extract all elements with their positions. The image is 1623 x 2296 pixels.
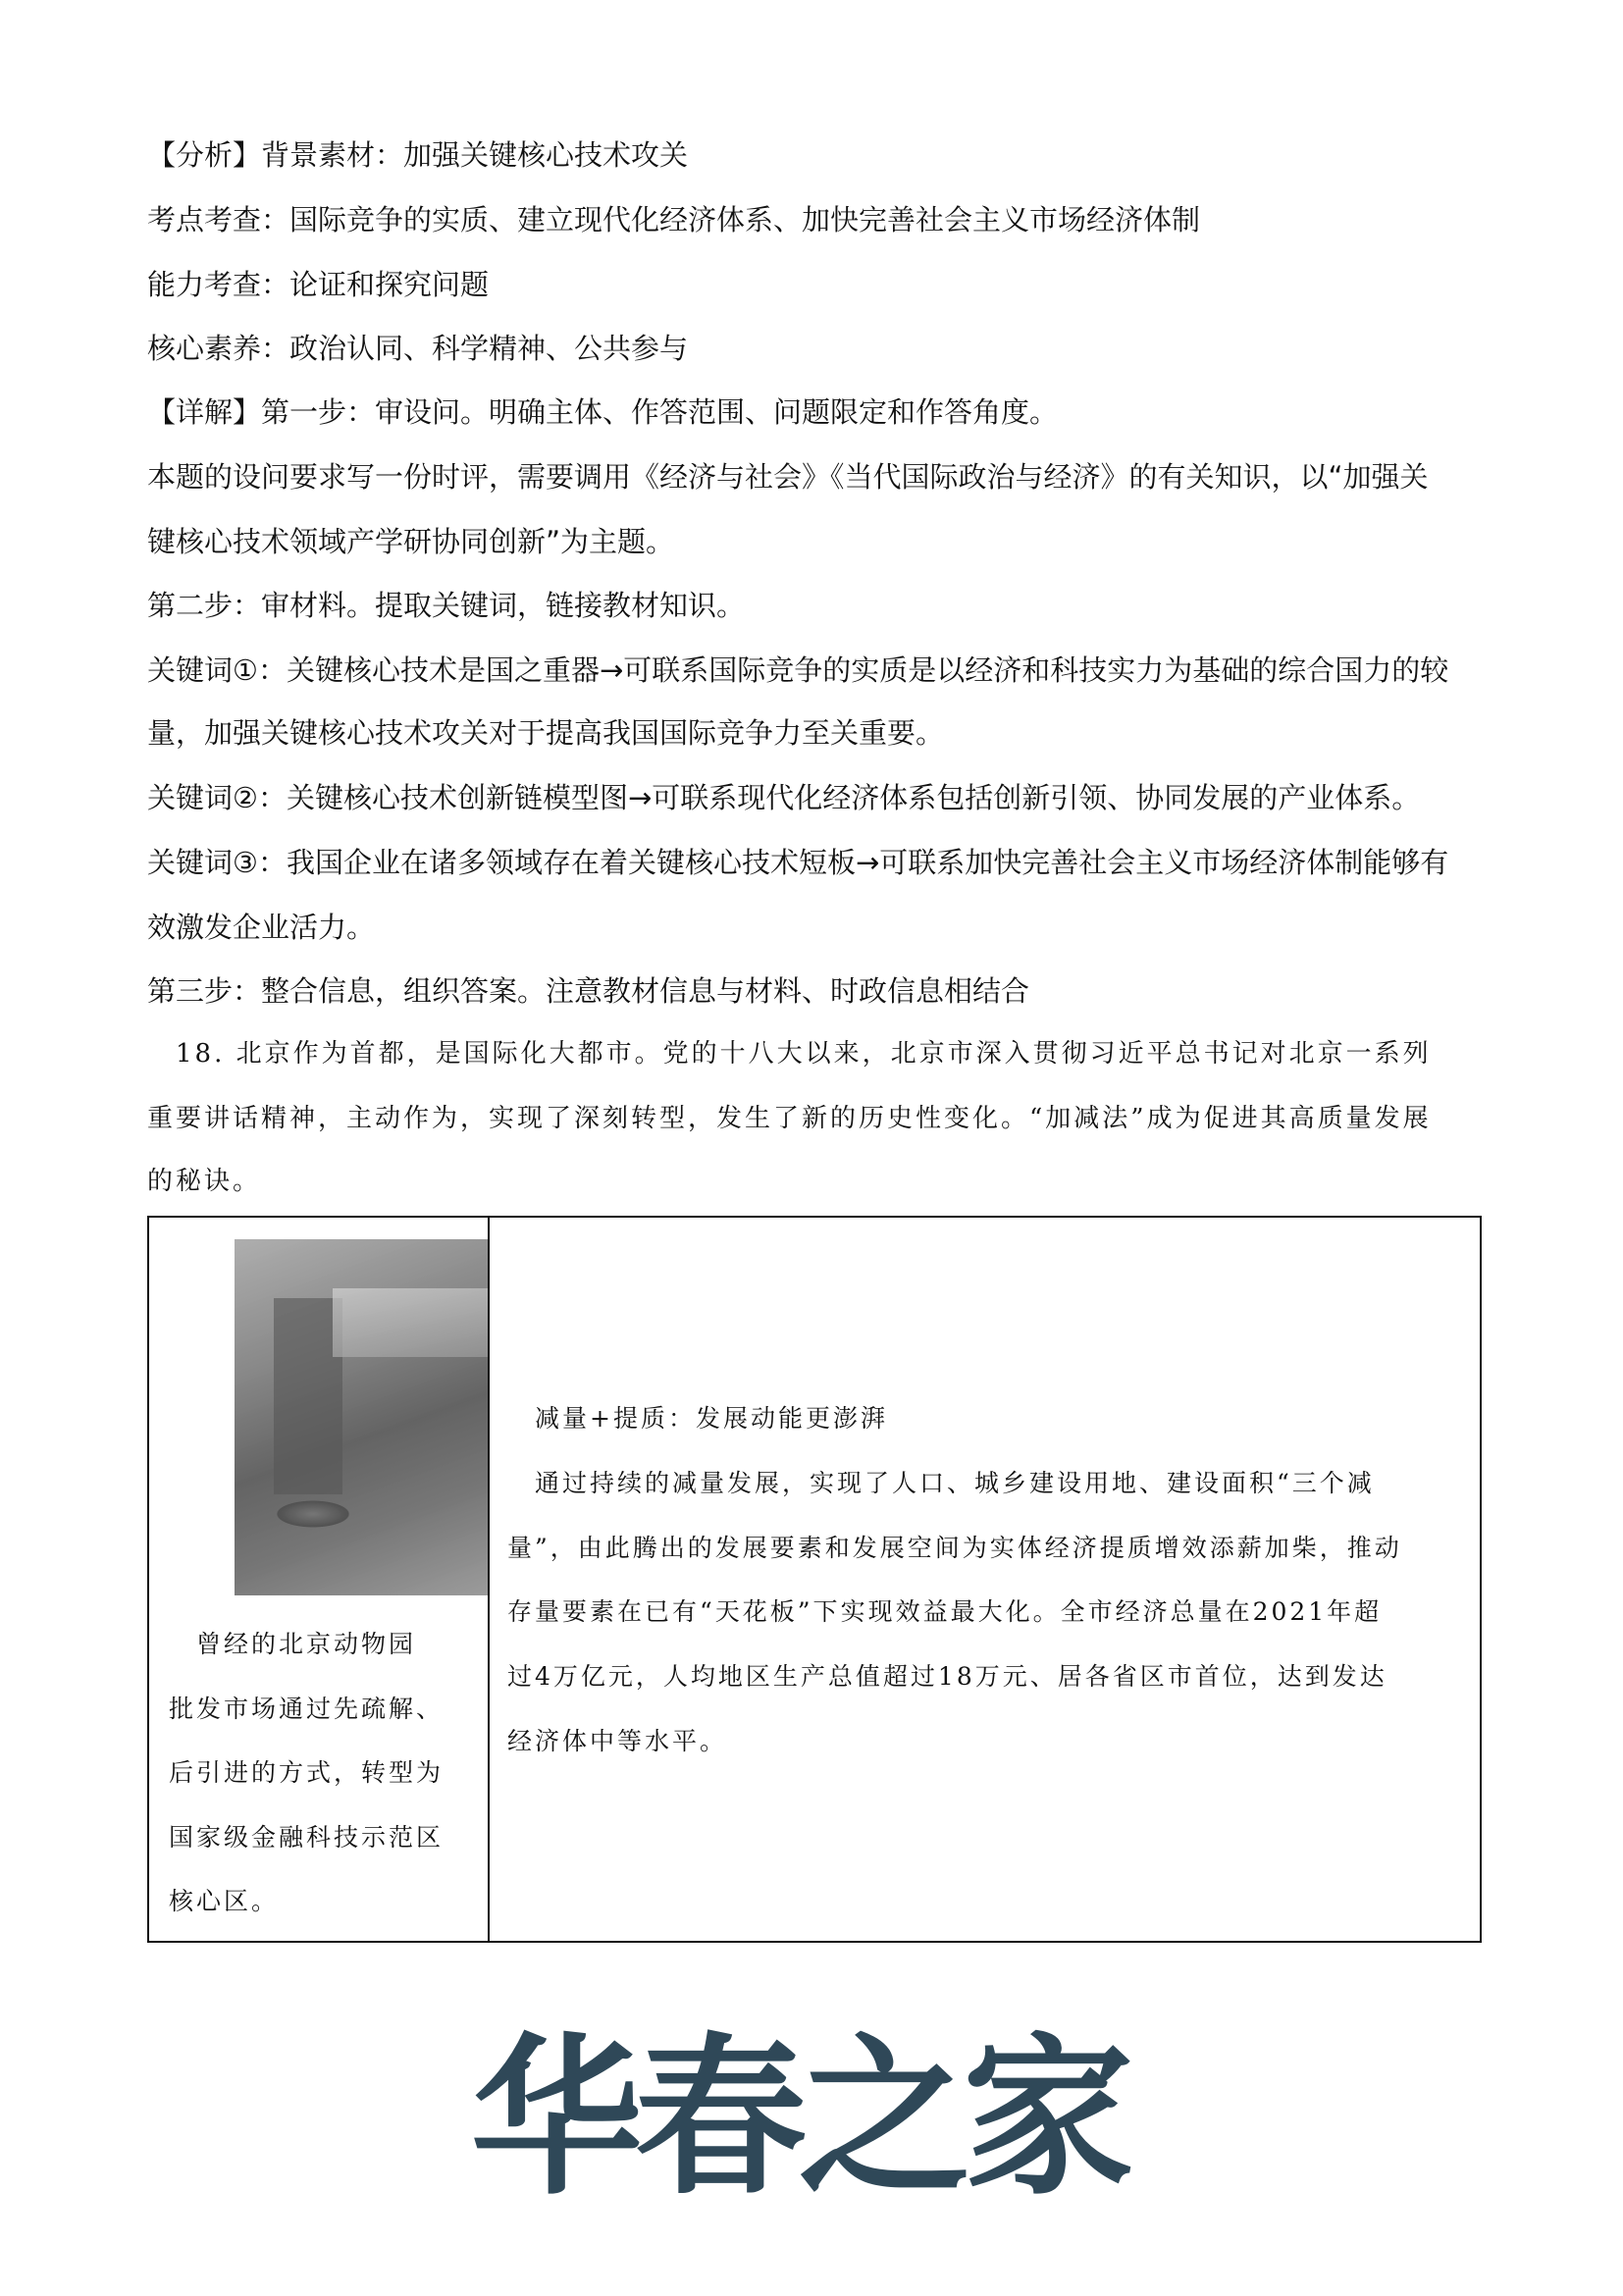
analysis-line: 【分析】背景素材：加强关键核心技术攻关 [147,138,689,172]
analysis-line: 核心素养：政治认同、科学精神、公共参与 [147,332,689,365]
analysis-line: 效激发企业活力。 [147,911,376,944]
question-line: 的秘诀。 [147,1167,262,1196]
analysis-line: 关键词③：我国企业在诸多领域存在着关键核心技术短板→可联系加快完善社会主义市场经济体制能够有 [147,846,1449,879]
analysis-line: 能力考查：论证和探究问题 [147,268,490,301]
analysis-line: 键核心技术领域产学研协同创新”为主题。 [147,525,675,558]
question-line: 重要讲话精神，主动作为，实现了深刻转型，发生了新的历史性变化。“加减法”成为促进其高质量发展 [147,1104,1432,1133]
photo-caption-line: 国家级金融科技示范区 [169,1823,445,1852]
table-divider [488,1218,490,1941]
material-text-line: 通过持续的减量发展，实现了人口、城乡建设用地、建设面积“三个减 [507,1469,1375,1497]
analysis-line: 考点考查：国际竞争的实质、建立现代化经济体系、加快完善社会主义市场经济体制 [147,203,1201,236]
analysis-line: 关键词①：关键核心技术是国之重器→可联系国际竞争的实质是以经济和科技实力为基础的综合国力的较 [147,653,1449,687]
photo-caption-line: 后引进的方式，转型为 [169,1758,445,1787]
photo-caption-line: 核心区。 [169,1887,280,1915]
material-text-line: 存量要素在已有“天花板”下实现效益最大化。全市经济总量在2021年超 [507,1597,1383,1626]
zoo-market-photo [235,1239,488,1595]
analysis-line: 本题的设问要求写一份时评，需要调用《经济与社会》《当代国际政治与经济》的有关知识，以“加强关 [147,460,1429,494]
analysis-line: 第三步：整合信息，组织答案。注意教材信息与材料、时政信息相结合 [147,974,1030,1008]
analysis-line: 【详解】第一步：审设问。明确主体、作答范围、问题限定和作答角度。 [147,395,1059,429]
analysis-line: 第二步：审材料。提取关键词，链接教材知识。 [147,589,746,622]
material-text-line: 经济体中等水平。 [507,1727,728,1755]
material-text-line: 量”，由此腾出的发展要素和发展空间为实体经济提质增效添薪加柴，推动 [507,1534,1402,1562]
material-text-line: 过4万亿元，人均地区生产总值超过18万元、居各省区市首位，达到发达 [507,1662,1387,1691]
question-line: 18. 北京作为首都，是国际化大都市。党的十八大以来，北京市深入贯彻习近平总书记对北京一系列 [147,1039,1432,1069]
watermark: 华春之家 [471,2019,1126,2218]
photo-caption-line: 批发市场通过先疏解、 [169,1695,445,1723]
analysis-line: 量，加强关键核心技术攻关对于提高我国国际竞争力至关重要。 [147,716,945,750]
material-heading: 减量+提质：发展动能更澎湃 [507,1404,888,1433]
material-table [147,1216,1482,1943]
photo-caption-line: 曾经的北京动物园 [169,1630,417,1658]
analysis-line: 关键词②：关键核心技术创新链模型图→可联系现代化经济体系包括创新引领、协同发展的产业体系。 [147,781,1421,814]
